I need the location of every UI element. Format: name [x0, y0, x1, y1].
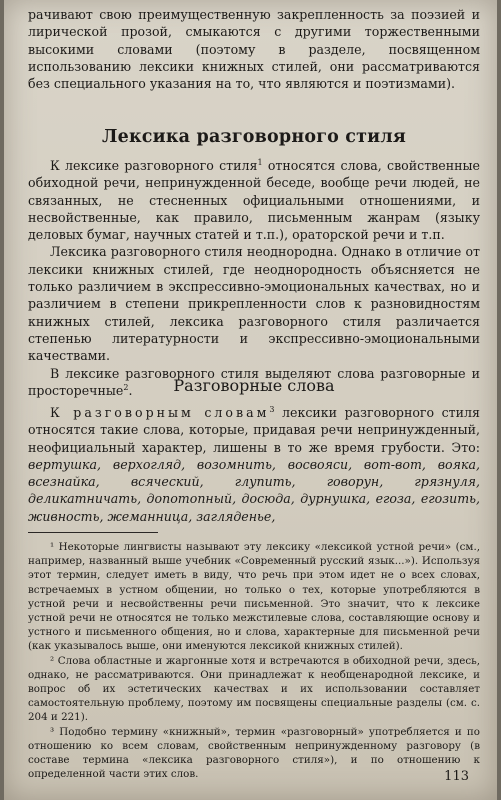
footnote-1: ¹ Некоторые лингвисты называют эту лексику «лексикой устной речи» (см., например, названный выше учебник «Современный русский язык...»). Используя этот термин, следует иметь в виду, что речь при этом идет не о всех словах, встречаемых в устном общении, но только о тех, которые употребляются в устной речи и несвойственны речи письменной. Это значит, что к лексике устной речи не относятся не только межстилевые слова, составляющие основу и устного и письменного общения, но и слова, характерные для письменной речи (как указывалось выше, они именуются лексикой книжных стилей).	[28, 541, 480, 653]
footnote-ref-2: 2	[123, 382, 129, 392]
intro-paragraph: рачивают свою преимущественную закрепленность за поэзией и лирической прозой, смыкаются с другими торжественными высокими словами (поэтому в разделе, посвященном использованию лексики книжных стилей, они рассматриваются без специального указания на то, что являются и поэтизмами).	[28, 7, 480, 92]
paragraph-2: Лексика разговорного стиля неоднородна. Однако в отличие от лексики книжных стилей, где неоднородность объясняется не только различием в экспрессивно-эмоциональных качествах, но и различием в степени прикрепленности слов к разновидностям книжных стилей, лексика разговорного стиля различается степенью литературности и экспрессивно-эмоциональными качествами.	[28, 244, 480, 364]
page-number: 113	[444, 769, 469, 784]
footnote-3: ³ Подобно термину «книжный», термин «разговорный» употребляется и по отношению ко всем словам, свойственным непринужденному разговору (в составе термина «лексика разговорного стиля»), и по отношению к определенной части этих слов.	[28, 725, 480, 781]
p3-text-b: .	[128, 382, 133, 398]
subsection-title: Разговорные слова	[173, 376, 335, 395]
book-page	[4, 0, 497, 800]
footnote-ref-1: 1	[257, 157, 263, 167]
footnote-divider	[28, 532, 158, 533]
p3-text-a: В лексике разговорного стиля выделяют слова разговорные и просторечные	[28, 365, 480, 398]
footnotes-block	[28, 540, 480, 781]
p1-text-a: К лексике разговорного стиля	[50, 158, 258, 173]
paragraph-1	[28, 157, 480, 243]
paragraph-4	[28, 404, 480, 525]
body-block	[28, 157, 480, 399]
footnote-2: ² Слова областные и жаргонные хотя и встречаются в обиходной речи, здесь, однако, не рассматриваются. Они принадлежат к необщенародной лексике, и вопрос об их эстетических качествах и их использовании составляет самостоятельную проблему, поэтому им посвящены специальные разделы (см. с. 204 и 221).	[28, 654, 480, 724]
footnote-ref-3: 3	[269, 404, 275, 414]
section-heading-block	[28, 127, 480, 147]
subsection-heading-block	[28, 376, 480, 395]
subsection-body-block	[28, 404, 480, 525]
section-title: Лексика разговорного стиля	[101, 127, 407, 147]
p4-examples: вертушка, верхогляд, возомнить, восвояси, вот-вот, вояка, всезнайка, всяческий, глупить, говорун, грязнуля, деликатничать, допотопный, досюда, дурнушка, егоза, егозить, живность, жеманница, загляденье,	[28, 456, 480, 524]
p4-text-a: лексики разговорного стиля относятся такие слова, которые, придавая речи непринужденный, неофициальный характер, лишены в то же время грубости. Это:	[28, 405, 480, 455]
p1-text-b: относятся слова, свойственные обиходной речи, непринужденной беседе, вообще речи людей, не связанных, не стесненных официальными отношениями, и несвойственные, как правило, письменным жанрам (языку деловых бумаг, научных статей и т.п.), ораторской речи и т.п.	[28, 158, 480, 243]
intro-block	[28, 6, 480, 92]
p4-spaced-term: К разговорным словам	[50, 405, 270, 420]
